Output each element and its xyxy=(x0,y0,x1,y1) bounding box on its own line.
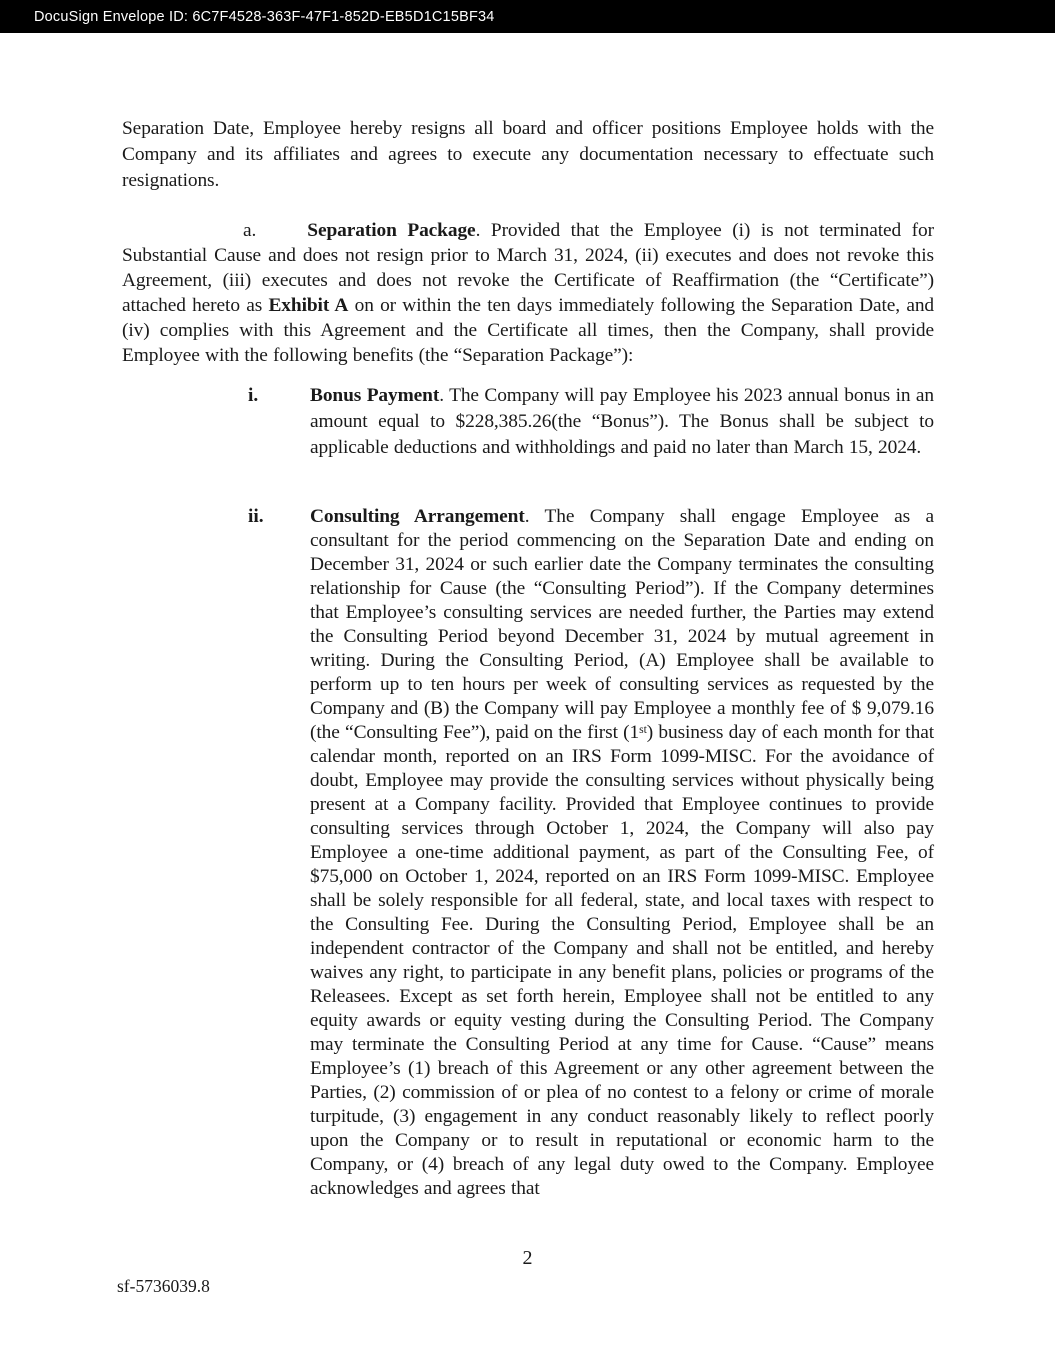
page-number: 2 xyxy=(522,1247,533,1269)
list-item-bonus-payment xyxy=(248,383,934,461)
list-marker-i: i. xyxy=(248,385,259,406)
consulting-arrangement-text: Consulting Arrangement. The Company shall engage Employee as a consultant for the period commencing on the Separation Date and ending on December 31, 2024 or such earlier date the Company terminates the consulting relationship for Cause (the “Consulting Period”). If the Company determines that Employee’s consulting services are needed further, the Parties may extend the Consulting Period beyond December 31, 2024 by mutual agreement in writing. During the Consulting Period, (A) Employee shall be available to perform up to ten hours per week of consulting services as requested by the Company and (B) the Company will pay Employee a monthly fee of $ 9,079.16 (the “Consulting Fee”), paid on the first (1st) business day of each month for that calendar month, reported on an IRS Form 1099-MISC. For the avoidance of doubt, Employee may provide the consulting services without physically being present at a Company facility. Provided that Employee continues to provide consulting services through October 1, 2024, the Company will also pay Employee a one-time additional payment, as part of the Consulting Fee, of $75,000 on October 1, 2024, reported on an IRS Form 1099-MISC. Employee shall be solely responsible for all federal, state, and local taxes with respect to the Consulting Fee. During the Consulting Period, Employee shall be an independent contractor of the Company and shall not be entitled, and hereby waives any right, to participate in any benefit plans, policies or programs of the Releasees. Except as set forth herein, Employee shall not be entitled to any equity awards or equity vesting during the Consulting Period. The Company may terminate the Consulting Period at any time for Cause. “Cause” means Employee’s (1) breach of this Agreement or any other agreement between the Parties, (2) commission of or plea of no contest to a felony or crime of morale turpitude, (3) engagement in any conduct reasonably likely to reflect poorly upon the Company or to result in reputational or economic harm to the Company, or (4) breach of any legal duty owed to the Company. Employee acknowledges and agrees that xyxy=(310,506,934,1199)
paragraph-resignations: Separation Date, Employee hereby resigns all board and officer positions Employee holds with the Company and its affiliates and agrees to execute any documentation necessary to effectuate such resignations. xyxy=(122,118,934,191)
document-reference-number: sf-5736039.8 xyxy=(117,1276,210,1296)
bonus-payment-text: Bonus Payment. The Company will pay Employee his 2023 annual bonus in an amount equal to $228,385.26(the “Bonus”). The Bonus shall be subject to applicable deductions and withholdings and paid no later than March 15, 2024. xyxy=(310,385,934,458)
list-item-consulting-arrangement xyxy=(248,505,934,1201)
paragraph-separation-package: a. Separation Package. Provided that the Employee (i) is not terminated for Substantial Cause and does not resign prior to March 31, 2024, (ii) executes and does not revoke this Agreement, (iii) executes and does not revoke the Certificate of Reaffirmation (the “Certificate”) attached hereto as Exhibit A on or within the ten days immediately following the Separation Date, and (iv) complies with this Agreement and the Certificate all times, then the Company, shall provide Employee with the following benefits (the “Separation Package”): xyxy=(122,220,935,366)
docusign-envelope-bar xyxy=(0,0,1055,33)
docusign-envelope-id: DocuSign Envelope ID: 6C7F4528-363F-47F1-852D-EB5D1C15BF34 xyxy=(34,8,495,25)
list-marker-ii: ii. xyxy=(248,506,264,527)
